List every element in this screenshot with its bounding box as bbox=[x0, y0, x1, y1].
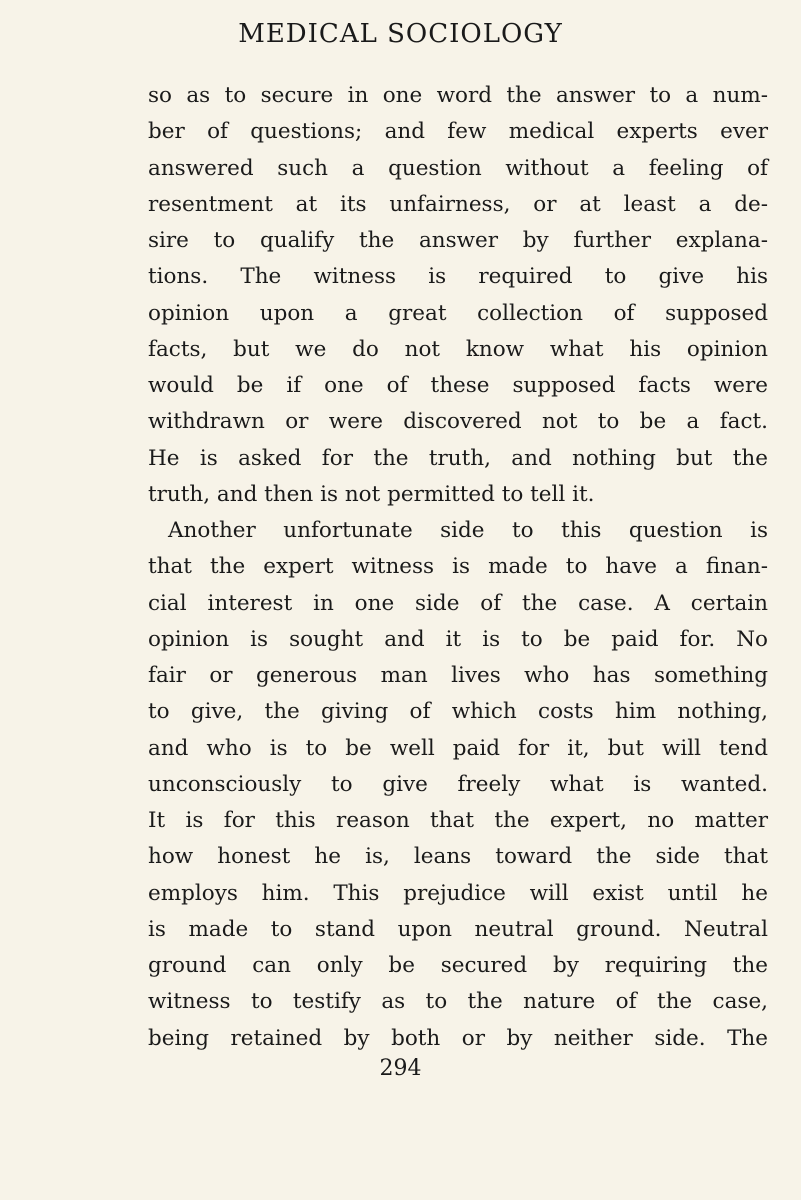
text-line: He is asked for the truth, and nothing but the bbox=[148, 445, 768, 471]
text-line: opinion upon a great collection of supposed bbox=[148, 300, 768, 326]
text-line: would be if one of these supposed facts were bbox=[148, 373, 768, 398]
text-line: is made to stand upon neutral ground. Neutral bbox=[148, 916, 768, 942]
text-line: truth, and then is not permitted to tell it. bbox=[148, 481, 595, 507]
page-number: 294 bbox=[379, 1056, 422, 1081]
text-line: cial interest in one side of the case. A certain bbox=[148, 590, 768, 616]
text-line: how honest he is, leans toward the side that bbox=[148, 844, 768, 870]
text-line: It is for this reason that the expert, no matter bbox=[148, 808, 768, 833]
text-line: withdrawn or were discovered not to be a fact. bbox=[148, 409, 768, 435]
text-line: unconsciously to give freely what is wanted. bbox=[148, 771, 768, 797]
text-line: answered such a question without a feeling of bbox=[148, 155, 768, 181]
text-line: fair or generous man lives who has something bbox=[148, 663, 768, 688]
text-line: and who is to be well paid for it, but will tend bbox=[148, 735, 768, 761]
text-line: witness to testify as to the nature of the case, bbox=[148, 989, 768, 1015]
text-line: being retained by both or by neither side. The bbox=[148, 1025, 768, 1051]
text-line: facts, but we do not know what his opinion bbox=[148, 336, 768, 362]
text-line: resentment at its unfairness, or at least a de- bbox=[148, 191, 768, 217]
text-line: ground can only be secured by requiring the bbox=[148, 953, 768, 978]
text-line: to give, the giving of which costs him nothing, bbox=[148, 699, 768, 725]
text-line: sire to qualify the answer by further explana- bbox=[148, 228, 768, 253]
text-line: tions. The witness is required to give his bbox=[148, 264, 768, 290]
running-head: MEDICAL SOCIOLOGY bbox=[238, 19, 563, 49]
body-text bbox=[148, 78, 768, 1057]
text-line: so as to secure in one word the answer to a num- bbox=[148, 83, 768, 108]
text-line: opinion is sought and it is to be paid for. No bbox=[148, 626, 768, 652]
text-line: employs him. This prejudice will exist until he bbox=[148, 880, 768, 906]
text-line: that the expert witness is made to have a finan- bbox=[148, 554, 768, 580]
text-line: Another unfortunate side to this question is bbox=[168, 518, 768, 543]
text-line: ber of questions; and few medical experts ever bbox=[148, 119, 768, 145]
